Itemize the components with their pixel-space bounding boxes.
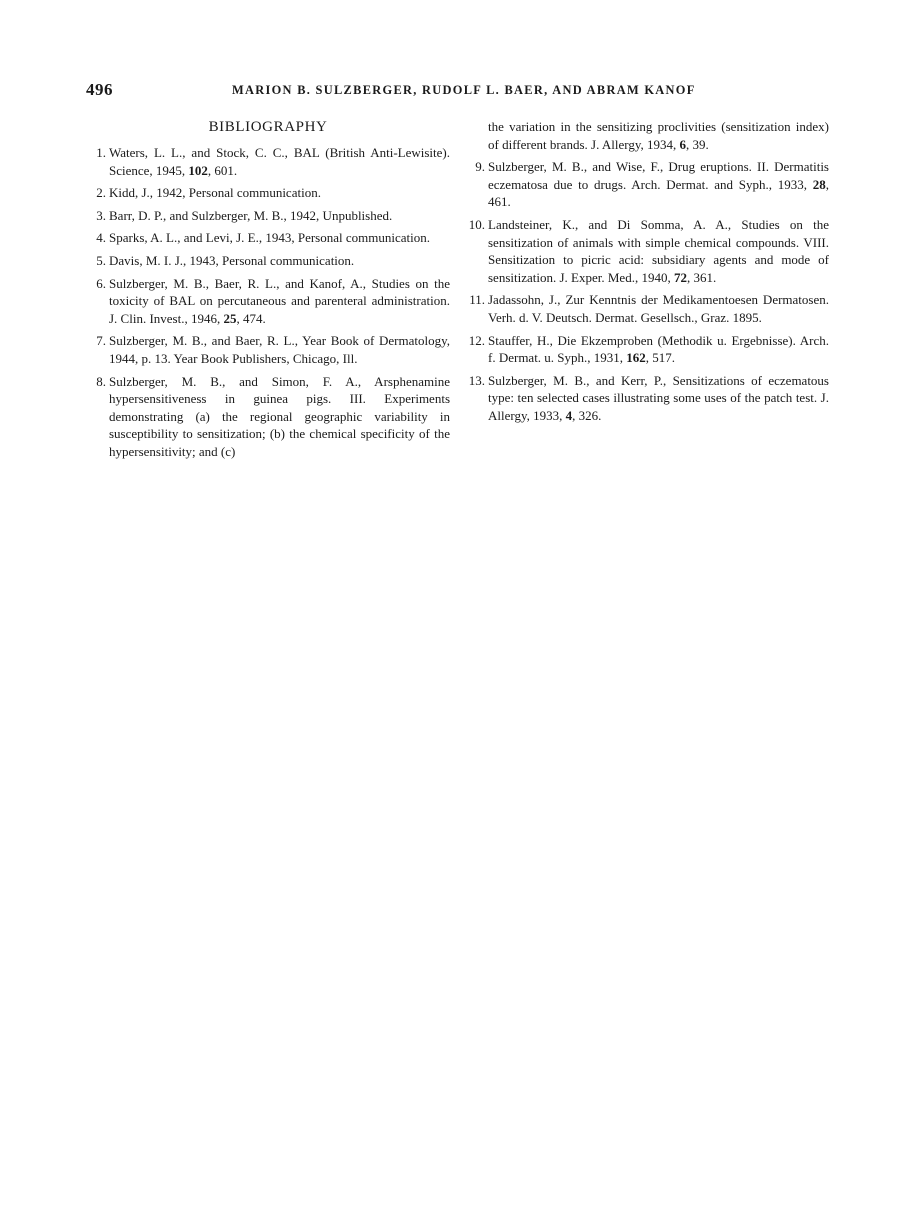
- running-head: MARION B. SULZBERGER, RUDOLF L. BAER, AND ABRAM KANOF: [232, 83, 696, 97]
- reference-entry: [86, 184, 450, 202]
- reference-text: Jadassohn, J., Zur Kenntnis der Medikamentoesen Dermatosen. Verh. d. V. Deutsch. Dermat. Gesellsch., Graz. 1895.: [488, 292, 829, 325]
- reference-volume: 4: [565, 407, 573, 423]
- reference-pages: , 601.: [207, 162, 238, 178]
- reference-pages: , 39.: [685, 136, 709, 152]
- reference-text: Sulzberger, M. B., and Simon, F. A., Arsphenamine hypersensitiveness in guinea pigs. III. Experiments demonstrating (a) the regional geographic variability in susceptibility to sensitization; (b) the chemical specificity of the hypersensitivity; and (c): [109, 373, 450, 459]
- reference-number: 3.: [96, 207, 106, 223]
- reference-volume: 102: [188, 162, 208, 178]
- reference-entry: [465, 158, 829, 211]
- reference-entry: [86, 144, 450, 179]
- reference-number: 13.: [468, 372, 485, 388]
- page-number: 496: [86, 80, 113, 99]
- reference-pages: , 326.: [572, 407, 602, 423]
- reference-volume: 25: [223, 310, 237, 326]
- reference-entry: [465, 291, 829, 326]
- reference-volume: 162: [626, 350, 646, 366]
- reference-number: 9.: [475, 159, 485, 175]
- reference-pages: , 361.: [686, 269, 717, 285]
- reference-number: 10.: [468, 216, 485, 232]
- reference-entry: [465, 216, 829, 286]
- reference-number: 11.: [469, 292, 485, 308]
- reference-pages: , 461.: [488, 176, 829, 210]
- reference-list-right: [465, 158, 829, 424]
- reference-text: Sulzberger, M. B., and Kerr, P., Sensitizations of eczematous type: ten selected cases illustrating some uses of the patch test. J. Allergy, 1933,: [488, 372, 829, 423]
- bibliography-title: BIBLIOGRAPHY: [208, 119, 328, 135]
- reference-number: 8.: [96, 373, 106, 389]
- reference-number: 5.: [96, 252, 106, 268]
- reference-volume: 72: [673, 269, 687, 285]
- reference-entry: [86, 252, 450, 270]
- left-column: [86, 116, 450, 466]
- reference-text: Landsteiner, K., and Di Somma, A. A., Studies on the sensitization of animals with simple chemical compounds. VIII. Sensitization to picric acid: subsidiary agents and mode of sensitization. J. Exper. Med., 1940,: [488, 216, 829, 285]
- reference-text: Waters, L. L., and Stock, C. C., BAL (British Anti-Lewisite). Science, 1945,: [109, 145, 450, 178]
- reference-text: Stauffer, H., Die Ekzemproben (Methodik u. Ergebnisse). Arch. f. Dermat. u. Syph., 1931,: [488, 332, 829, 366]
- reference-number: 12.: [468, 332, 485, 348]
- reference-number: 6.: [96, 275, 106, 291]
- reference-list-left: [86, 144, 450, 461]
- reference-entry: [86, 275, 450, 328]
- reference-number: 4.: [96, 230, 106, 246]
- reference-text: Sulzberger, M. B., and Baer, R. L., Year Book of Dermatology, 1944, p. 13. Year Book Publishers, Chicago, Ill.: [109, 333, 450, 366]
- reference-pages: , 474.: [236, 310, 266, 326]
- reference-text: Sulzberger, M. B., and Wise, F., Drug eruptions. II. Dermatitis eczematosa due to drugs. Arch. Dermat. and Syph., 1933,: [488, 159, 829, 192]
- reference-number: 1.: [96, 145, 106, 160]
- reference-text: Sulzberger, M. B., Baer, R. L., and Kanof, A., Studies on the toxicity of BAL on percutaneous and parenteral administration. J. Clin. Invest., 1946,: [109, 275, 450, 326]
- reference-volume: 6: [679, 136, 686, 152]
- reference-entry: [86, 207, 450, 225]
- reference-entry: [465, 332, 829, 367]
- right-column: [465, 118, 829, 430]
- reference-text: Sparks, A. L., and Levi, J. E., 1943, Personal communication.: [109, 230, 430, 246]
- reference-continuation: [465, 118, 829, 153]
- reference-text: Davis, M. I. J., 1943, Personal communication.: [109, 252, 355, 268]
- reference-text: Barr, D. P., and Sulzberger, M. B., 1942, Unpublished.: [109, 207, 393, 223]
- reference-volume: 28: [812, 176, 826, 192]
- reference-number: 7.: [96, 333, 106, 349]
- reference-entry: [86, 332, 450, 367]
- reference-text: the variation in the sensitizing proclivities (sensitization index) of different brands. J. Allergy, 1934,: [488, 119, 829, 152]
- reference-pages: , 517.: [645, 350, 676, 366]
- reference-entry: [86, 373, 450, 461]
- reference-number: 2.: [96, 185, 106, 201]
- reference-entry: [465, 372, 829, 425]
- reference-text: Kidd, J., 1942, Personal communication.: [109, 185, 321, 201]
- reference-entry: [86, 229, 450, 247]
